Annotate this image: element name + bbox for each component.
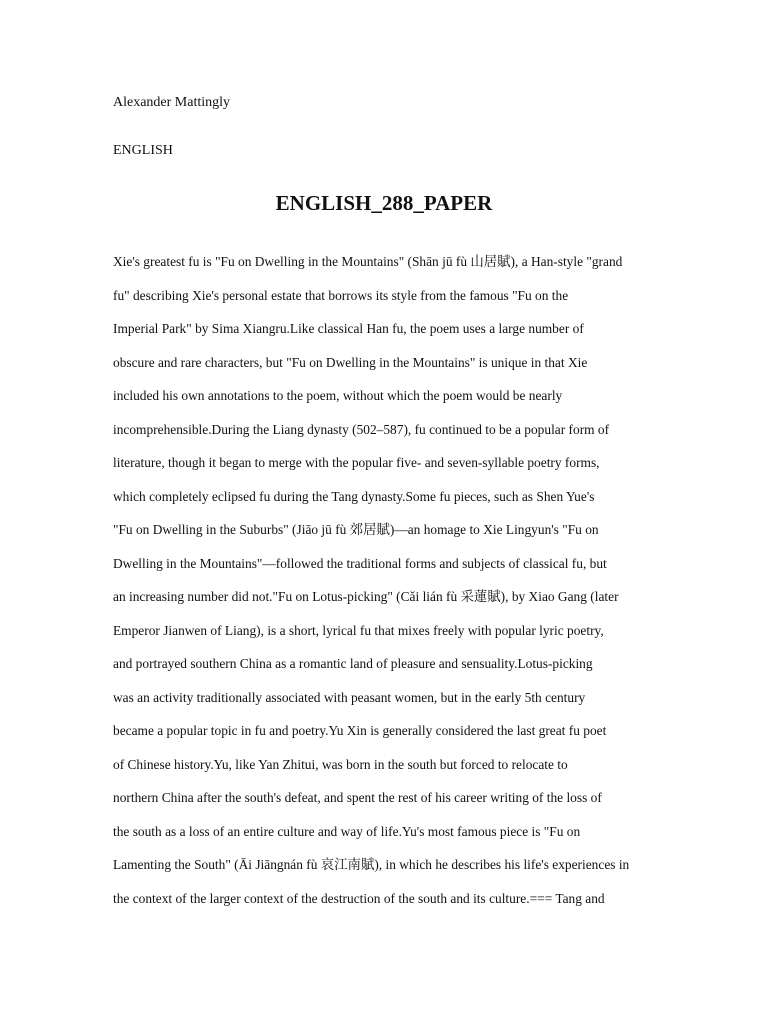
page-title: ENGLISH_288_PAPER: [275, 191, 493, 215]
body-line: incomprehensible.During the Liang dynasty (502–587), fu continued to be a popular form of: [113, 421, 610, 437]
body-line: the south as a loss of an entire culture and way of life.Yu's most famous piece is "Fu on: [113, 823, 581, 839]
body-line: of Chinese history.Yu, like Yan Zhitui, was born in the south but forced to relocate to: [113, 756, 568, 772]
body-line: Emperor Jianwen of Liang), is a short, lyrical fu that mixes freely with popular lyric poetry,: [113, 622, 604, 638]
body-line: was an activity traditionally associated with peasant women, but in the early 5th century: [113, 689, 586, 705]
body-line: literature, though it began to merge with the popular five- and seven-syllable poetry forms,: [113, 455, 600, 470]
body-line: northern China after the south's defeat, and spent the rest of his career writing of the loss of: [113, 790, 602, 805]
body-line: included his own annotations to the poem, without which the poem would be nearly: [113, 388, 563, 403]
course-name: ENGLISH: [113, 143, 173, 158]
body-line: "Fu on Dwelling in the Suburbs" (Jiāo jū fù 郊居賦)—an homage to Xie Lingyun's "Fu on: [113, 522, 599, 537]
body-line: Xie's greatest fu is "Fu on Dwelling in the Mountains" (Shān jū fù 山居賦), a Han-style "grand: [113, 254, 623, 269]
body-line: which completely eclipsed fu during the Tang dynasty.Some fu pieces, such as Shen Yue's: [113, 488, 595, 504]
body-line: became a popular topic in fu and poetry.Yu Xin is generally considered the last great fu poet: [113, 723, 607, 738]
body-line: fu" describing Xie's personal estate that borrows its style from the famous "Fu on the: [113, 287, 569, 303]
body-line: Dwelling in the Mountains"—followed the traditional forms and subjects of classical fu, but: [113, 555, 607, 571]
body-line: the context of the larger context of the destruction of the south and its culture.=== Tang and: [113, 890, 605, 906]
body-text: [113, 252, 658, 922]
author-name: Alexander Mattingly: [113, 95, 231, 110]
body-line: obscure and rare characters, but "Fu on Dwelling in the Mountains" is unique in that Xie: [113, 354, 588, 370]
body-line: Lamenting the South" (Āi Jiāngnán fù 哀江南賦), in which he describes his life's experiences in: [113, 857, 630, 872]
body-line: Imperial Park" by Sima Xiangru.Like classical Han fu, the poem uses a large number of: [113, 321, 584, 336]
body-line: an increasing number did not."Fu on Lotus-picking" (Cǎi lián fù 采蓮賦), by Xiao Gang (later: [113, 589, 619, 604]
body-line: and portrayed southern China as a romantic land of pleasure and sensuality.Lotus-picking: [113, 656, 593, 671]
